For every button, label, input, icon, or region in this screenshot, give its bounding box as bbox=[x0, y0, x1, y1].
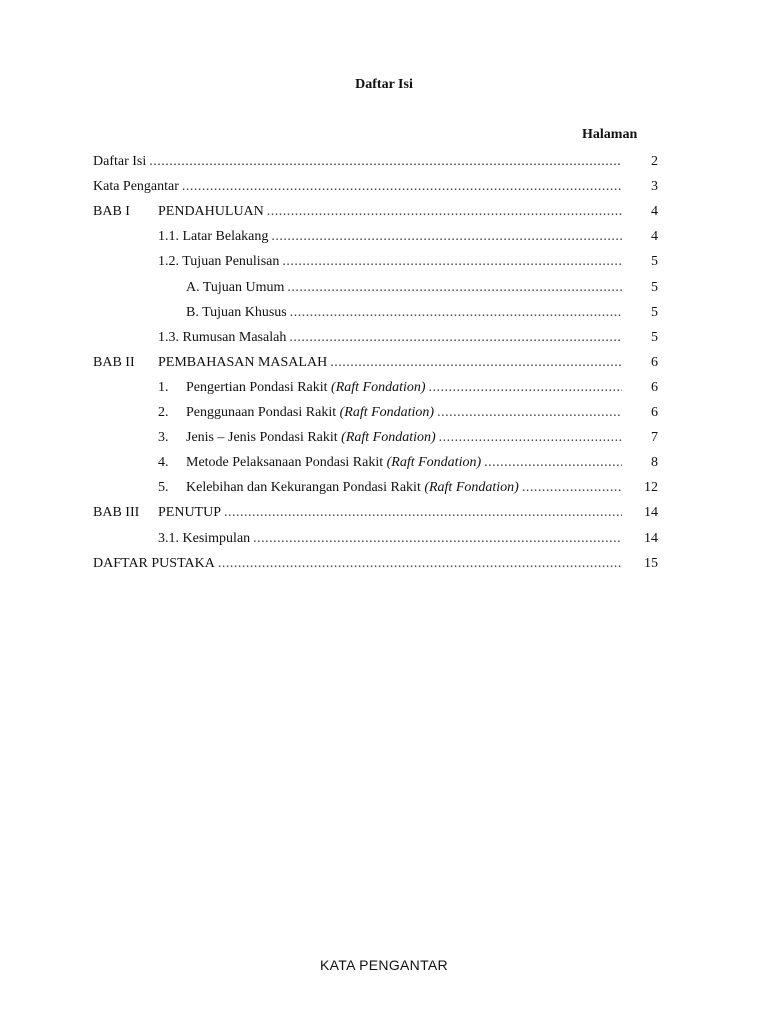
page-number: 15 bbox=[644, 555, 658, 571]
dot-leader bbox=[439, 428, 622, 448]
toc-entry-text: Penggunaan Pondasi Rakit bbox=[186, 405, 340, 420]
dot-leader bbox=[182, 177, 622, 197]
toc-entry-title bbox=[93, 177, 179, 197]
toc-entry-text: Jenis – Jenis Pondasi Rakit bbox=[186, 430, 342, 446]
toc-entry-text: Kelebihan dan Kekurangan Pondasi Rakit bbox=[186, 480, 425, 496]
page-number: 6 bbox=[651, 405, 658, 420]
dot-leader bbox=[330, 353, 622, 373]
toc-entry-text: Pengertian Pondasi Rakit bbox=[186, 379, 332, 395]
dot-leader bbox=[218, 554, 622, 574]
toc-row[interactable] bbox=[0, 453, 768, 473]
toc-entry-text: Kata Pengantar bbox=[93, 179, 179, 195]
page-number: 4 bbox=[651, 229, 658, 245]
halaman-header: Halaman bbox=[582, 127, 638, 142]
toc-entry-text: PEMBAHASAN MASALAH bbox=[158, 354, 328, 370]
page-number: 4 bbox=[651, 204, 658, 220]
toc-row[interactable] bbox=[0, 177, 768, 197]
toc-entry-italic: (Raft Fondation) bbox=[341, 430, 436, 446]
toc-entry-text: B. Tujuan Khusus bbox=[186, 304, 287, 320]
toc-entry-text: PENUTUP bbox=[158, 505, 222, 521]
toc-row[interactable] bbox=[0, 328, 768, 348]
toc-entry-italic: (Raft Fondation) bbox=[424, 480, 519, 496]
toc-entry-title bbox=[186, 378, 426, 398]
page-number: 14 bbox=[644, 505, 658, 521]
chapter-label: BAB I bbox=[93, 204, 130, 220]
dot-leader bbox=[224, 503, 622, 523]
dot-leader bbox=[429, 378, 622, 398]
dot-leader bbox=[267, 202, 622, 222]
toc-row[interactable] bbox=[0, 503, 768, 523]
toc-entry-text: DAFTAR PUSTAKA bbox=[93, 555, 215, 571]
toc-entry-title bbox=[186, 428, 436, 448]
toc-entry-text: A. Tujuan Umum bbox=[186, 279, 285, 295]
toc-entry-title bbox=[158, 202, 264, 222]
page-number: 14 bbox=[644, 530, 658, 546]
toc-entry-text: PENDAHULUAN bbox=[158, 204, 264, 220]
item-number: 5. bbox=[158, 480, 169, 496]
toc-entry-text: Metode Pelaksanaan Pondasi Rakit bbox=[186, 455, 387, 471]
next-section-heading: KATA PENGANTAR bbox=[320, 957, 448, 973]
page-number: 8 bbox=[651, 455, 658, 471]
page-number: 12 bbox=[644, 480, 658, 496]
toc-row[interactable] bbox=[0, 529, 768, 549]
chapter-label: BAB II bbox=[93, 354, 135, 370]
dot-leader bbox=[282, 252, 622, 272]
chapter-label: BAB III bbox=[93, 505, 140, 521]
dot-leader bbox=[522, 478, 622, 498]
toc-entry-title bbox=[158, 227, 268, 247]
item-number: 3. bbox=[158, 430, 169, 446]
toc-entry-title bbox=[158, 529, 250, 549]
toc-entry-text: 3.1. Kesimpulan bbox=[158, 530, 251, 546]
toc-row[interactable] bbox=[0, 227, 768, 247]
dot-leader bbox=[289, 328, 622, 348]
page-title: Daftar Isi bbox=[355, 77, 413, 92]
toc-entry-title bbox=[158, 503, 221, 523]
toc-row[interactable] bbox=[0, 353, 768, 373]
toc-entry-title bbox=[93, 152, 146, 172]
page-number: 5 bbox=[651, 279, 658, 295]
dot-leader bbox=[290, 303, 622, 323]
dot-leader bbox=[271, 227, 622, 247]
page-number: 2 bbox=[651, 154, 658, 169]
toc-row[interactable] bbox=[0, 252, 768, 272]
page-number: 6 bbox=[651, 354, 658, 370]
page-number: 5 bbox=[651, 329, 658, 345]
page-number: 3 bbox=[651, 179, 658, 195]
toc-entry-text: 1.1. Latar Belakang bbox=[158, 229, 269, 245]
item-number: 4. bbox=[158, 455, 169, 471]
toc-row[interactable] bbox=[0, 428, 768, 448]
dot-leader bbox=[437, 403, 622, 423]
toc-row[interactable] bbox=[0, 403, 768, 423]
toc-entry-title bbox=[93, 554, 215, 574]
dot-leader bbox=[253, 529, 622, 549]
toc-entry-title bbox=[186, 303, 287, 323]
dot-leader bbox=[484, 453, 622, 473]
toc-entry-title bbox=[186, 278, 284, 298]
toc-row[interactable] bbox=[0, 378, 768, 398]
item-number: 1. bbox=[158, 379, 169, 395]
page-number: 5 bbox=[651, 304, 658, 320]
toc-entry-text: 1.2. Tujuan Penulisan bbox=[158, 254, 280, 270]
toc-row[interactable] bbox=[0, 278, 768, 298]
item-number: 2. bbox=[158, 405, 169, 420]
toc-entry-title bbox=[186, 453, 481, 473]
toc-entry-title bbox=[158, 252, 279, 272]
toc-row[interactable] bbox=[0, 303, 768, 323]
dot-leader bbox=[149, 152, 622, 172]
toc-entry-text: Daftar Isi bbox=[93, 154, 147, 169]
page-number: 5 bbox=[651, 254, 658, 270]
toc-entry-italic: (Raft Fondation) bbox=[386, 455, 482, 471]
toc-entry-italic: (Raft Fondation) bbox=[339, 405, 435, 420]
page-number: 6 bbox=[651, 379, 658, 395]
toc-entry-text: 1.3. Rumusan Masalah bbox=[158, 329, 287, 345]
toc-row[interactable] bbox=[0, 554, 768, 574]
toc-entry-title bbox=[158, 328, 286, 348]
toc-entry-title bbox=[158, 353, 327, 373]
toc-entry-title bbox=[186, 478, 519, 498]
toc-row[interactable] bbox=[0, 152, 768, 172]
toc-row[interactable] bbox=[0, 202, 768, 222]
toc-entry-title bbox=[186, 403, 434, 423]
toc-entry-italic: (Raft Fondation) bbox=[331, 379, 426, 395]
page-number: 7 bbox=[651, 430, 658, 446]
dot-leader bbox=[287, 278, 622, 298]
toc-row[interactable] bbox=[0, 478, 768, 498]
